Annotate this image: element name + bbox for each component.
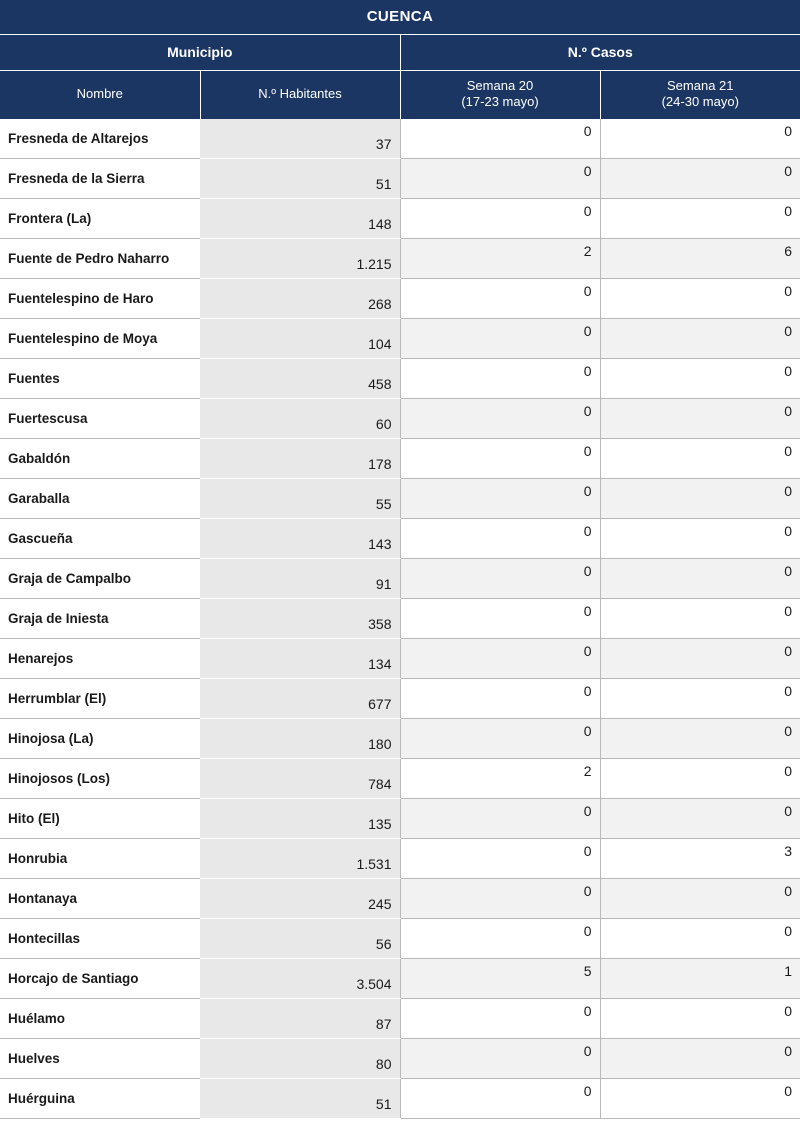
cell-casos-semana-20: 0 (400, 599, 600, 639)
cell-habitantes: 51 (200, 1079, 400, 1119)
semana-21-dates: (24-30 mayo) (661, 94, 739, 110)
cell-habitantes: 148 (200, 199, 400, 239)
table-row (0, 359, 800, 399)
cell-municipio-nombre: Fuente de Pedro Naharro (0, 239, 200, 279)
cell-habitantes: 358 (200, 599, 400, 639)
table-row (0, 399, 800, 439)
table-header (0, 0, 800, 119)
cell-casos-semana-21: 0 (600, 919, 800, 959)
cell-casos-semana-20: 0 (400, 919, 600, 959)
table-row (0, 279, 800, 319)
cell-casos-semana-20: 0 (400, 479, 600, 519)
table-row (0, 1079, 800, 1119)
cell-habitantes: 55 (200, 479, 400, 519)
cell-casos-semana-21: 0 (600, 199, 800, 239)
table-row (0, 919, 800, 959)
cell-casos-semana-21: 0 (600, 879, 800, 919)
cell-habitantes: 56 (200, 919, 400, 959)
table-row (0, 679, 800, 719)
table-row (0, 639, 800, 679)
cell-casos-semana-20: 0 (400, 1079, 600, 1119)
cell-municipio-nombre: Hontanaya (0, 879, 200, 919)
semana-20-dates: (17-23 mayo) (461, 94, 539, 110)
cell-habitantes: 268 (200, 279, 400, 319)
cell-municipio-nombre: Fresneda de Altarejos (0, 119, 200, 159)
table-row (0, 999, 800, 1039)
cell-casos-semana-21: 0 (600, 319, 800, 359)
cell-casos-semana-20: 0 (400, 839, 600, 879)
cell-habitantes: 1.531 (200, 839, 400, 879)
group-header-municipio: Municipio (0, 35, 400, 71)
column-header-habitantes: N.º Habitantes (200, 71, 400, 119)
table-row (0, 239, 800, 279)
semana-20-label: Semana 20 (466, 78, 534, 93)
cell-municipio-nombre: Hinojosa (La) (0, 719, 200, 759)
cell-habitantes: 677 (200, 679, 400, 719)
cell-casos-semana-20: 0 (400, 679, 600, 719)
cell-casos-semana-21: 0 (600, 999, 800, 1039)
cell-habitantes: 135 (200, 799, 400, 839)
table-row (0, 159, 800, 199)
cell-casos-semana-21: 0 (600, 759, 800, 799)
cell-casos-semana-21: 0 (600, 479, 800, 519)
cell-habitantes: 1.215 (200, 239, 400, 279)
cell-habitantes: 3.504 (200, 959, 400, 999)
cell-casos-semana-21: 3 (600, 839, 800, 879)
table-row (0, 839, 800, 879)
cell-casos-semana-21: 0 (600, 719, 800, 759)
table-row (0, 1039, 800, 1079)
cell-casos-semana-20: 0 (400, 199, 600, 239)
cell-habitantes: 134 (200, 639, 400, 679)
cell-municipio-nombre: Honrubia (0, 839, 200, 879)
table-row (0, 479, 800, 519)
cell-municipio-nombre: Frontera (La) (0, 199, 200, 239)
cell-municipio-nombre: Graja de Campalbo (0, 559, 200, 599)
cell-casos-semana-21: 0 (600, 519, 800, 559)
table-row (0, 959, 800, 999)
cell-casos-semana-20: 0 (400, 799, 600, 839)
cell-casos-semana-21: 0 (600, 799, 800, 839)
table-row (0, 719, 800, 759)
table-title: CUENCA (0, 0, 800, 35)
table-row (0, 319, 800, 359)
cell-casos-semana-20: 2 (400, 239, 600, 279)
cell-casos-semana-20: 0 (400, 719, 600, 759)
table-row (0, 879, 800, 919)
cell-casos-semana-21: 0 (600, 559, 800, 599)
cell-municipio-nombre: Fuentelespino de Haro (0, 279, 200, 319)
table-row (0, 119, 800, 159)
column-header-semana-21 (600, 71, 800, 119)
cell-casos-semana-20: 0 (400, 439, 600, 479)
cell-habitantes: 458 (200, 359, 400, 399)
cell-municipio-nombre: Fuertescusa (0, 399, 200, 439)
cell-habitantes: 143 (200, 519, 400, 559)
cell-habitantes: 178 (200, 439, 400, 479)
cell-habitantes: 87 (200, 999, 400, 1039)
cell-municipio-nombre: Hinojosos (Los) (0, 759, 200, 799)
cell-municipio-nombre: Fuentes (0, 359, 200, 399)
table-row (0, 599, 800, 639)
cell-municipio-nombre: Henarejos (0, 639, 200, 679)
cell-casos-semana-20: 0 (400, 639, 600, 679)
cell-habitantes: 245 (200, 879, 400, 919)
cell-casos-semana-21: 0 (600, 399, 800, 439)
table-body (0, 119, 800, 1119)
cell-municipio-nombre: Gascueña (0, 519, 200, 559)
cell-municipio-nombre: Horcajo de Santiago (0, 959, 200, 999)
cell-casos-semana-21: 0 (600, 679, 800, 719)
cell-habitantes: 180 (200, 719, 400, 759)
column-header-nombre: Nombre (0, 71, 200, 119)
cell-municipio-nombre: Huelves (0, 1039, 200, 1079)
cell-habitantes: 37 (200, 119, 400, 159)
cell-casos-semana-20: 5 (400, 959, 600, 999)
table-column-header-row (0, 71, 800, 119)
table-row (0, 199, 800, 239)
cell-casos-semana-20: 0 (400, 319, 600, 359)
cell-municipio-nombre: Graja de Iniesta (0, 599, 200, 639)
cell-casos-semana-21: 0 (600, 1039, 800, 1079)
cell-casos-semana-21: 0 (600, 159, 800, 199)
cell-casos-semana-21: 0 (600, 639, 800, 679)
cell-casos-semana-20: 0 (400, 359, 600, 399)
table-row (0, 519, 800, 559)
cell-casos-semana-21: 6 (600, 239, 800, 279)
cell-municipio-nombre: Garaballa (0, 479, 200, 519)
table-row (0, 439, 800, 479)
cell-municipio-nombre: Hontecillas (0, 919, 200, 959)
cell-casos-semana-20: 0 (400, 559, 600, 599)
cell-casos-semana-20: 0 (400, 119, 600, 159)
cell-casos-semana-21: 0 (600, 279, 800, 319)
cell-municipio-nombre: Fuentelespino de Moya (0, 319, 200, 359)
cell-municipio-nombre: Hito (El) (0, 799, 200, 839)
cell-casos-semana-20: 0 (400, 159, 600, 199)
cell-municipio-nombre: Gabaldón (0, 439, 200, 479)
table-title-row (0, 0, 800, 35)
table-row (0, 799, 800, 839)
cell-casos-semana-20: 0 (400, 999, 600, 1039)
cell-municipio-nombre: Fresneda de la Sierra (0, 159, 200, 199)
cell-casos-semana-21: 0 (600, 1079, 800, 1119)
semana-21-label: Semana 21 (667, 78, 734, 93)
cell-casos-semana-20: 0 (400, 399, 600, 439)
cell-municipio-nombre: Huérguina (0, 1079, 200, 1119)
table-row (0, 759, 800, 799)
cell-casos-semana-21: 1 (600, 959, 800, 999)
cell-habitantes: 784 (200, 759, 400, 799)
cell-habitantes: 104 (200, 319, 400, 359)
column-header-semana-20 (400, 71, 600, 119)
cell-municipio-nombre: Huélamo (0, 999, 200, 1039)
cell-habitantes: 91 (200, 559, 400, 599)
cell-casos-semana-20: 0 (400, 519, 600, 559)
cell-municipio-nombre: Herrumblar (El) (0, 679, 200, 719)
cell-casos-semana-21: 0 (600, 359, 800, 399)
cell-habitantes: 60 (200, 399, 400, 439)
cell-habitantes: 80 (200, 1039, 400, 1079)
cell-habitantes: 51 (200, 159, 400, 199)
cell-casos-semana-20: 0 (400, 879, 600, 919)
cell-casos-semana-20: 0 (400, 279, 600, 319)
cell-casos-semana-20: 0 (400, 1039, 600, 1079)
cell-casos-semana-21: 0 (600, 119, 800, 159)
cell-casos-semana-21: 0 (600, 439, 800, 479)
table-group-header-row (0, 35, 800, 71)
table-row (0, 559, 800, 599)
group-header-casos: N.º Casos (400, 35, 800, 71)
cell-casos-semana-20: 2 (400, 759, 600, 799)
cell-casos-semana-21: 0 (600, 599, 800, 639)
